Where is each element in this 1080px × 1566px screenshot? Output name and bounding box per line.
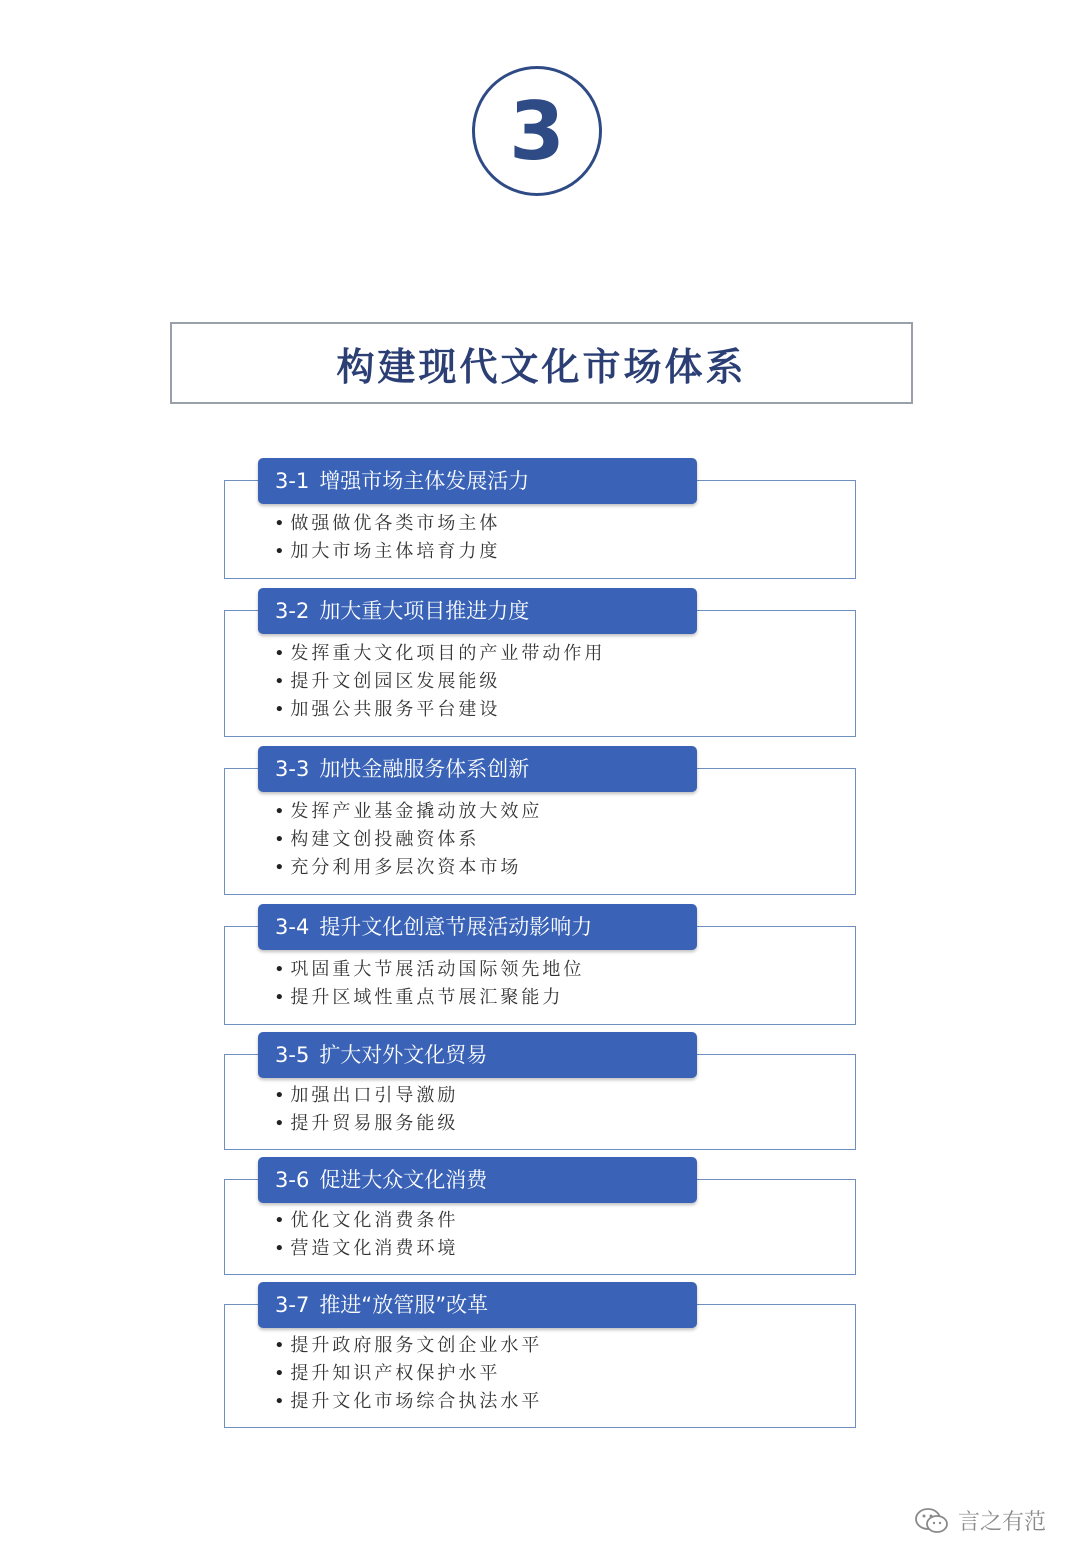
- section-items: [274, 956, 584, 1012]
- section-number: 3-5: [275, 1043, 310, 1067]
- list-item: • 巩固重大节展活动国际领先地位: [274, 956, 584, 984]
- section-number: 3-7: [275, 1293, 310, 1317]
- section-header: [258, 1282, 697, 1328]
- section-header: [258, 458, 697, 504]
- section-title: 加快金融服务体系创新: [319, 757, 530, 781]
- list-item: • 提升知识产权保护水平: [274, 1360, 542, 1388]
- section-items: [274, 1207, 458, 1263]
- section-3-2: [224, 588, 856, 737]
- section-header: [258, 746, 697, 792]
- list-item: • 做强做优各类市场主体: [274, 510, 500, 538]
- section-number: 3-6: [275, 1168, 310, 1192]
- list-item: • 优化文化消费条件: [274, 1207, 458, 1235]
- section-3-4: [224, 904, 856, 1025]
- section-number: 3-4: [275, 915, 310, 939]
- section-header: [258, 1157, 697, 1203]
- page-title-box: [170, 322, 913, 404]
- section-3-1: [224, 458, 856, 579]
- list-item: • 发挥重大文化项目的产业带动作用: [274, 640, 605, 668]
- chapter-number: 3: [509, 84, 565, 178]
- list-item: • 提升文化市场综合执法水平: [274, 1388, 542, 1416]
- page-title: 构建现代文化市场体系: [336, 344, 747, 389]
- section-3-7: [224, 1282, 856, 1428]
- section-title: 加大重大项目推进力度: [319, 599, 530, 623]
- section-items: [274, 510, 500, 566]
- section-number: 3-3: [275, 757, 310, 781]
- section-title: 推进“放管服”改革: [319, 1293, 489, 1317]
- list-item: • 加强公共服务平台建设: [274, 696, 605, 724]
- list-item: • 发挥产业基金撬动放大效应: [274, 798, 542, 826]
- section-items: [274, 640, 605, 724]
- list-item: • 提升文创园区发展能级: [274, 668, 605, 696]
- section-items: [274, 1082, 458, 1138]
- section-title: 增强市场主体发展活力: [319, 469, 530, 493]
- wechat-icon: [914, 1507, 950, 1535]
- section-header: [258, 588, 697, 634]
- section-title: 提升文化创意节展活动影响力: [319, 915, 593, 939]
- section-header: [258, 1032, 697, 1078]
- list-item: • 加强出口引导激励: [274, 1082, 458, 1110]
- section-title: 促进大众文化消费: [319, 1168, 488, 1192]
- list-item: • 提升区域性重点节展汇聚能力: [274, 984, 584, 1012]
- list-item: • 提升政府服务文创企业水平: [274, 1332, 542, 1360]
- section-number: 3-2: [275, 599, 310, 623]
- section-3-3: [224, 746, 856, 895]
- section-header: [258, 904, 697, 950]
- list-item: • 提升贸易服务能级: [274, 1110, 458, 1138]
- chapter-number-badge: [472, 66, 602, 196]
- list-item: • 充分利用多层次资本市场: [274, 854, 542, 882]
- list-item: • 加大市场主体培育力度: [274, 538, 500, 566]
- section-3-6: [224, 1157, 856, 1275]
- section-items: [274, 1332, 542, 1416]
- section-items: [274, 798, 542, 882]
- list-item: • 营造文化消费环境: [274, 1235, 458, 1263]
- watermark-text: 言之有范: [957, 1510, 1046, 1535]
- section-3-5: [224, 1032, 856, 1150]
- section-number: 3-1: [275, 469, 310, 493]
- section-title: 扩大对外文化贸易: [319, 1043, 488, 1067]
- list-item: • 构建文创投融资体系: [274, 826, 542, 854]
- watermark: [914, 1505, 1046, 1536]
